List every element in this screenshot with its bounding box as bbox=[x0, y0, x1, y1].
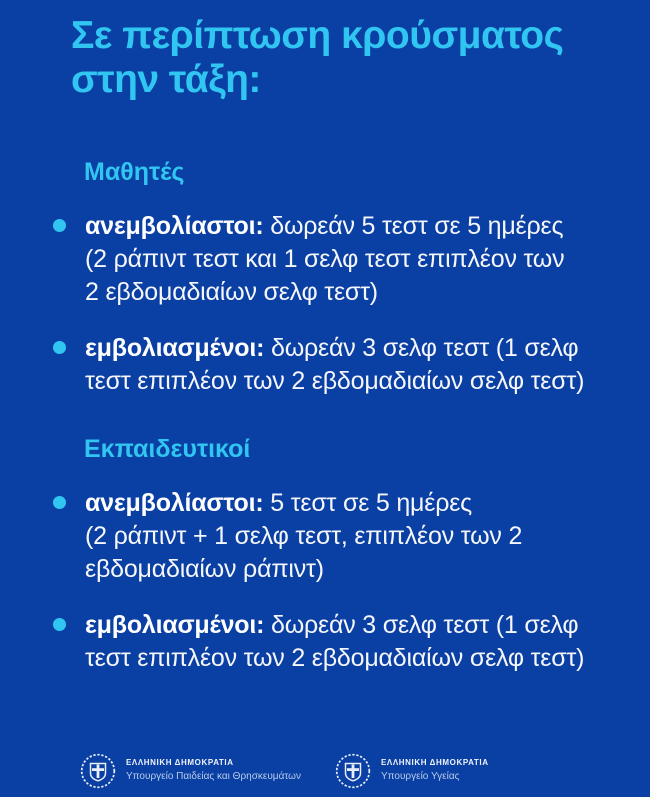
bullet-line: (2 ράπιντ τεστ και 1 σελφ τεστ επιπλέον των bbox=[85, 245, 565, 274]
page-title bbox=[71, 14, 650, 101]
list-item-teachers-unvaccinated bbox=[53, 487, 650, 586]
bullet-rest: δωρεάν 3 σελφ τεστ (1 σελφ bbox=[270, 334, 579, 363]
bullet-dot-icon bbox=[53, 618, 66, 631]
section-teachers bbox=[0, 398, 650, 675]
footer bbox=[0, 753, 650, 789]
section-students bbox=[0, 101, 650, 398]
section-heading-teachers: Εκπαιδευτικοί bbox=[84, 435, 251, 464]
bullet-rest: 5 τεστ σε 5 ημέρες bbox=[270, 489, 473, 518]
bullet-line: εβδομαδιαίων ράπιντ) bbox=[85, 555, 324, 584]
gov-org-label: ΕΛΛΗΝΙΚΗ ΔΗΜΟΚΡΑΤΙΑ bbox=[380, 758, 489, 767]
greek-emblem-icon bbox=[80, 753, 116, 789]
bullet-line: 2 εβδομαδιαίων σελφ τεστ) bbox=[85, 278, 378, 307]
list-item-text bbox=[85, 609, 584, 675]
ministry-education-text bbox=[126, 753, 301, 782]
list-item-students-unvaccinated bbox=[53, 210, 650, 309]
bullet-term: ανεμβολίαστοι: bbox=[85, 212, 264, 241]
bullet-line: τεστ επιπλέον των 2 εβδομαδιαίων σελφ τεστ) bbox=[85, 367, 585, 396]
bullet-dot-icon bbox=[53, 496, 66, 509]
bullet-dot-icon bbox=[53, 341, 66, 354]
gov-org-label: ΕΛΛΗΝΙΚΗ ΔΗΜΟΚΡΑΤΙΑ bbox=[126, 758, 234, 767]
bullet-rest: δωρεάν 5 τεστ σε 5 ημέρες bbox=[270, 212, 564, 241]
gov-ministry-label: Υπουργείο Παιδείας και Θρησκευμάτων bbox=[126, 771, 301, 782]
page-title-line-2: στην τάξη: bbox=[71, 57, 261, 101]
list-item-students-vaccinated bbox=[53, 332, 650, 398]
bullet-rest: δωρεάν 3 σελφ τεστ (1 σελφ bbox=[270, 611, 579, 640]
section-heading-students: Μαθητές bbox=[84, 158, 185, 187]
bullet-term: εμβολιασμένοι: bbox=[85, 334, 265, 363]
list-item-text bbox=[85, 332, 584, 398]
bullet-term: εμβολιασμένοι: bbox=[85, 611, 265, 640]
ministry-health-text bbox=[381, 753, 489, 782]
list-item-text bbox=[85, 210, 564, 309]
bullet-dot-icon bbox=[53, 219, 66, 232]
list-item-text bbox=[85, 487, 522, 586]
ministry-health-logo bbox=[335, 753, 489, 789]
gov-ministry-label: Υπουργείο Υγείας bbox=[380, 771, 460, 782]
ministry-education-logo bbox=[80, 753, 301, 789]
page-title-line-1: Σε περίπτωση κρούσματος bbox=[71, 14, 564, 57]
bullet-term: ανεμβολίαστοι: bbox=[85, 489, 264, 518]
bullet-line: τεστ επιπλέον των 2 εβδομαδιαίων σελφ τεστ) bbox=[85, 644, 585, 673]
list-item-teachers-vaccinated bbox=[53, 609, 650, 675]
greek-emblem-icon bbox=[335, 753, 371, 789]
bullet-line: (2 ράπιντ + 1 σελφ τεστ, επιπλέον των 2 bbox=[85, 522, 523, 551]
